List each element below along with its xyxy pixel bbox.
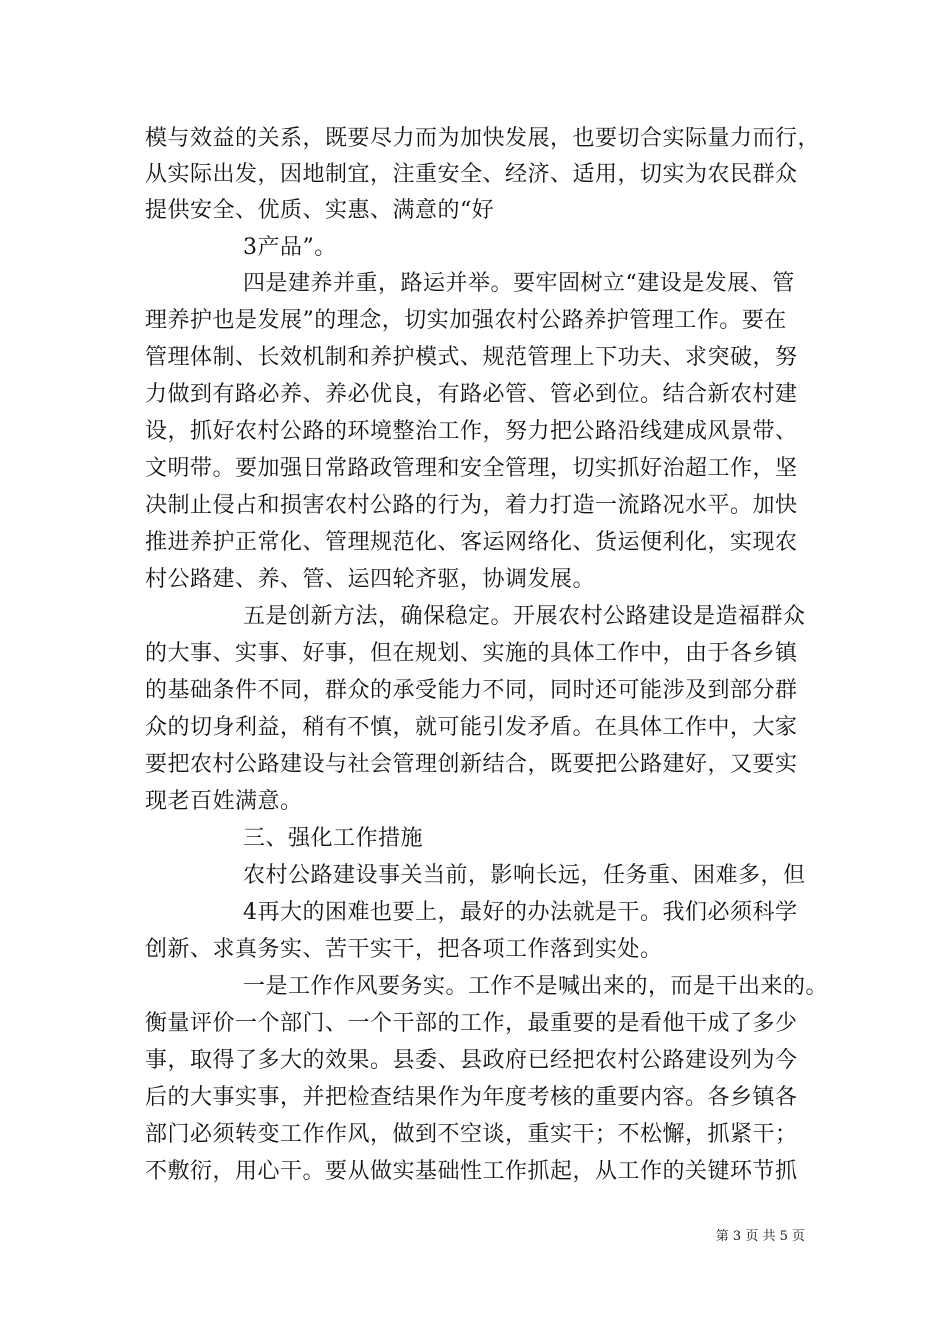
page-number-footer: 第 3 页 共 5 页 [715,1229,805,1244]
text-line: 事，取得了多大的效果。县委、县政府已经把农村公路建设列为今 [145,1048,798,1073]
text-line: 的基础条件不同，群众的承受能力不同，同时还可能涉及到部分群 [145,678,798,703]
text-line: 管理体制、长效机制和养护模式、规范管理上下功夫、求突破，努 [145,345,798,370]
text-line: 农村公路建设事关当前，影响长远，任务重、困难多，但 [243,863,806,888]
text-line: 力做到有路必养、养必优良，有路必管、管必到位。结合新农村建 [145,382,798,407]
text-line: 众的切身利益，稍有不慎，就可能引发矛盾。在具体工作中，大家 [145,715,798,740]
text-line: 设，抓好农村公路的环境整治工作，努力把公路沿线建成风景带、 [145,419,798,444]
text-line: 四是建养并重，路运并举。要牢固树立“建设是发展、管 [243,271,795,296]
text-line: 不敷衍，用心干。要从做实基础性工作抓起，从工作的关键环节抓 [145,1159,798,1184]
text-line: 模与效益的关系，既要尽力而为加快发展，也要切合实际量力而行， [145,126,821,151]
text-line: 创新、求真务实、苦干实干，把各项工作落到实处。 [145,937,663,962]
text-line: 决制止侵占和损害农村公路的行为，着力打造一流路况水平。加快 [145,493,798,518]
text-line: 部门必须转变工作作风，做到不空谈，重实干；不松懈，抓紧干； [145,1122,798,1147]
text-line: 推进养护正常化、管理规范化、客运网络化、货运便利化，实现农 [145,530,798,555]
text-line: 一是工作作风要务实。工作不是喊出来的，而是干出来的。 [243,974,829,999]
text-line: 文明带。要加强日常路政管理和安全管理，切实抓好治超工作，坚 [145,456,798,481]
text-line: 村公路建、养、管、运四轮齐驱，协调发展。 [145,567,596,592]
text-line: 3产品”。 [243,235,337,260]
text-line: 理养护也是发展”的理念，切实加强农村公路养护管理工作。要在 [145,308,787,333]
text-line: 的大事、实事、好事，但在规划、实施的具体工作中，由于各乡镇 [145,641,798,666]
text-line: 提供安全、优质、实惠、满意的“好 [145,198,495,223]
text-line: 五是创新方法，确保稳定。开展农村公路建设是造福群众 [243,604,806,629]
section-heading: 三、强化工作措施 [243,826,424,851]
text-line: 现老百姓满意。 [145,789,303,814]
text-line: 从实际出发，因地制宜，注重安全、经济、适用，切实为农民群众 [145,162,798,187]
text-line: 要把农村公路建设与社会管理创新结合，既要把公路建好，又要实 [145,752,798,777]
text-line: 后的大事实事，并把检查结果作为年度考核的重要内容。各乡镇各 [145,1085,798,1110]
text-line: 衡量评价一个部门、一个干部的工作，最重要的是看他干成了多少 [145,1011,798,1036]
text-line: 4再大的困难也要上，最好的办法就是干。我们必须科学 [243,900,798,925]
